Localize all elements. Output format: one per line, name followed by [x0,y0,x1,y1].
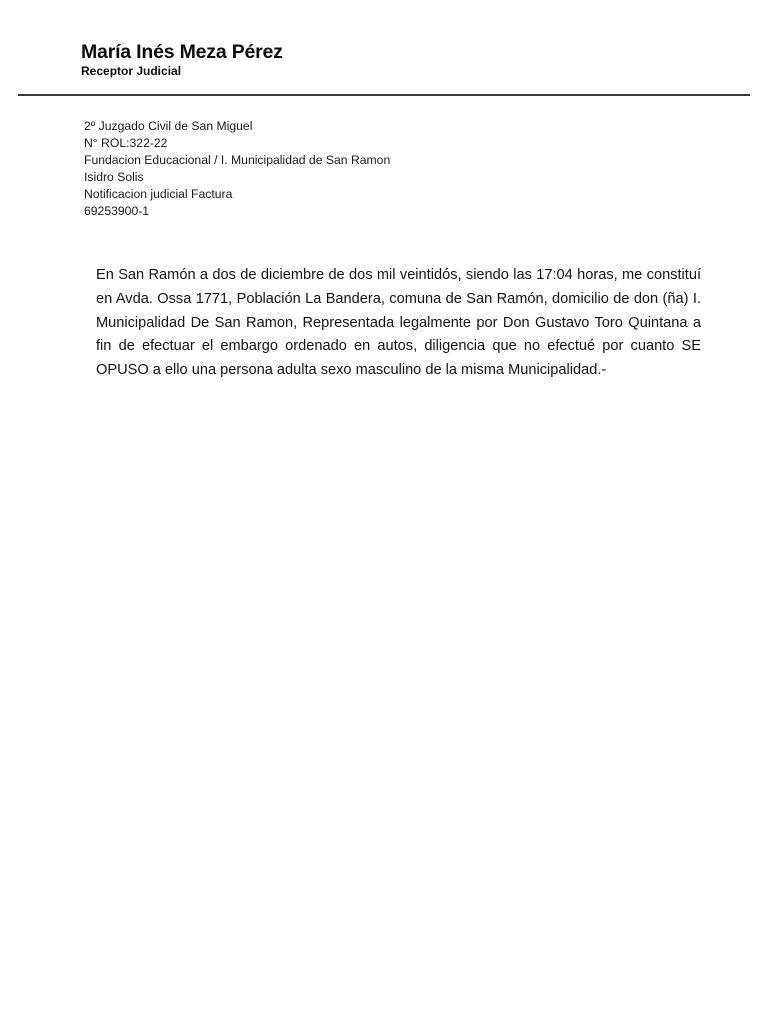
rol-line: N° ROL:322-22 [84,136,168,150]
header-divider [18,94,750,96]
body-paragraph: En San Ramón a dos de diciembre de dos mil veintidós, siendo las 17:04 horas, me constituí en Avda. Ossa 1771, Población La Bandera, comuna de San Ramón, domicilio de don (ña) I. Municipalidad De San Ramon, Representada legalmente por Don Gustavo Toro Quintana a fin de efectuar el embargo ordenado en autos, diligencia que no efectué por cuanto SE OPUSO a ello una persona adulta sexo masculino de la misma Municipalidad.- [96,267,701,379]
receptor-title: Receptor Judicial [81,64,182,78]
number-line: 69253900-1 [84,204,150,218]
subject-line: Notificacion judicial Factura [84,187,233,201]
case-info-block [84,118,684,220]
letterhead [81,40,681,78]
court-line: 2º Juzgado Civil de San Miguel [84,119,253,133]
person-line: Isidro Solis [84,170,144,184]
parties-line: Fundacion Educacional / I. Municipalidad de San Ramon [84,153,391,167]
receptor-name: María Inés Meza Pérez [81,41,283,63]
